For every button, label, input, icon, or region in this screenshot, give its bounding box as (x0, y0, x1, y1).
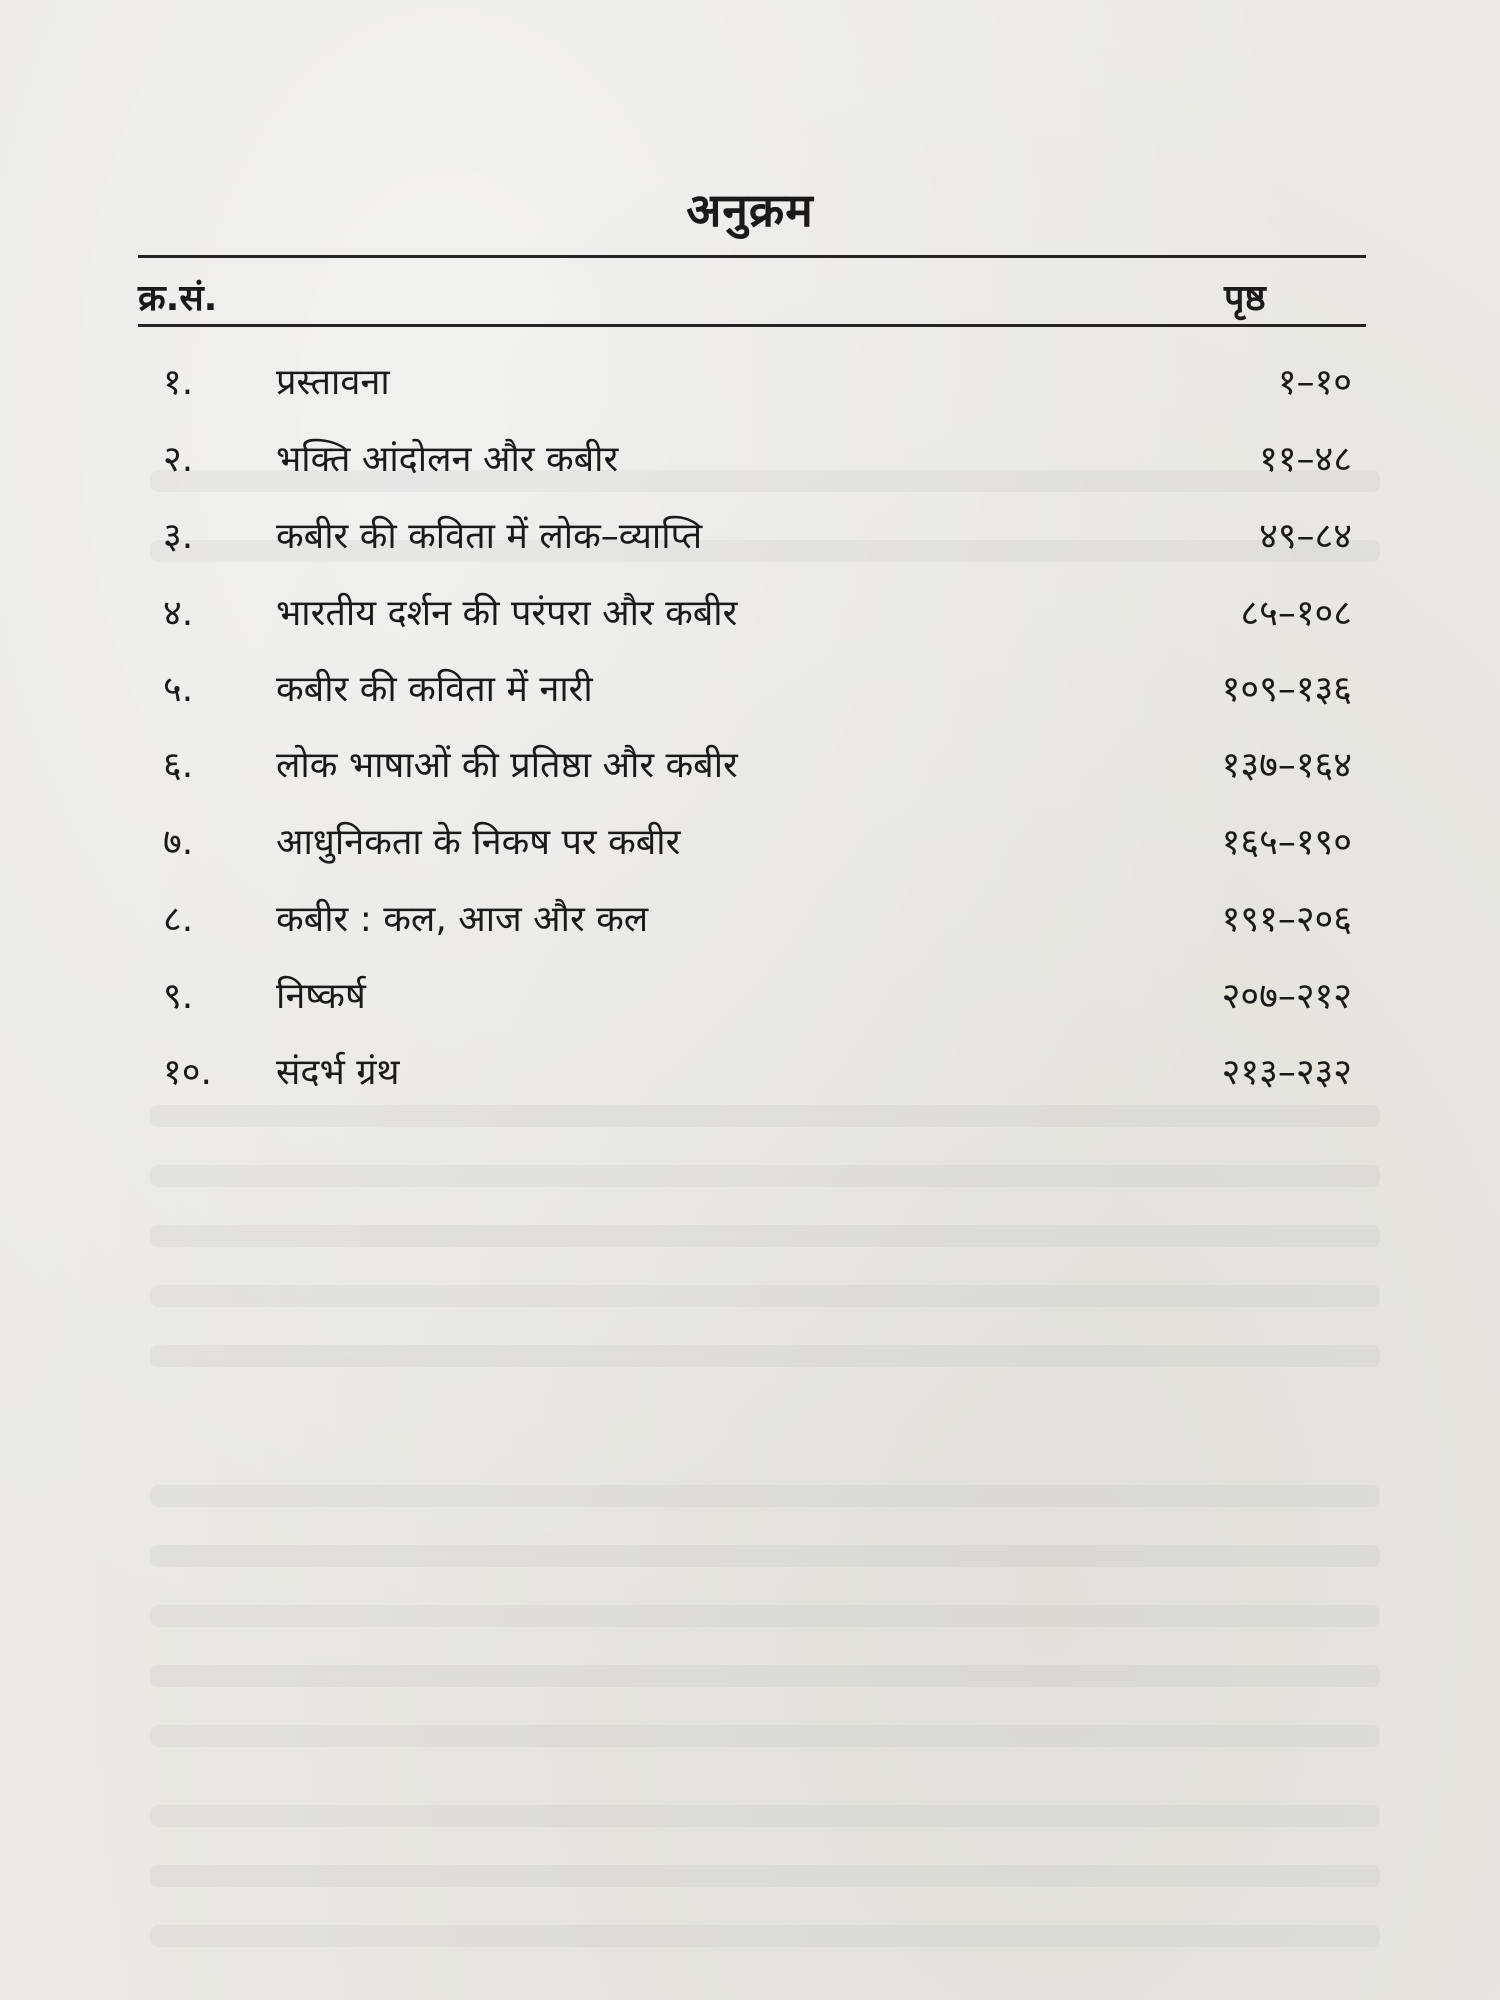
entry-number: ३. (163, 516, 194, 557)
entry-pages: २१३–२३२ (1221, 1052, 1352, 1093)
entry-number: ५. (163, 669, 194, 710)
top-rule (138, 255, 1366, 258)
header-rule (138, 324, 1366, 327)
entry-title: निष्कर्ष (276, 976, 366, 1017)
entry-number: ४. (163, 593, 194, 634)
bleed-through-line (150, 1865, 1380, 1887)
bleed-through-line (150, 1545, 1380, 1567)
entry-pages: ४९–८४ (1259, 516, 1352, 557)
bleed-through-line (150, 1725, 1380, 1747)
entry-title: आधुनिकता के निकष पर कबीर (276, 822, 681, 863)
bleed-through-line (150, 1105, 1380, 1127)
entry-number: १०. (163, 1052, 212, 1093)
entry-number: ७. (163, 822, 194, 863)
bleed-through-line (150, 1805, 1380, 1827)
bleed-through-line (150, 1345, 1380, 1367)
entry-pages: १६५–१९० (1221, 822, 1352, 863)
page-header: पृष्ठ (1224, 278, 1266, 319)
bleed-through-line (150, 1485, 1380, 1507)
entry-pages: ८५–१०८ (1240, 593, 1352, 634)
entry-number: ८. (163, 899, 194, 940)
toc-row[interactable] (0, 348, 1500, 408)
toc-row[interactable] (0, 502, 1500, 562)
toc-row[interactable] (0, 885, 1500, 945)
entry-number: ६. (163, 745, 194, 786)
entry-number: २. (163, 439, 194, 480)
entry-title: लोक भाषाओं की प्रतिष्ठा और कबीर (276, 745, 738, 786)
bleed-through-line (150, 1925, 1380, 1947)
entry-number: १. (163, 362, 194, 403)
entry-title: कबीर की कविता में नारी (276, 669, 593, 710)
toc-row[interactable] (0, 425, 1500, 485)
entry-pages: २०७–२१२ (1221, 976, 1352, 1017)
entry-title: प्रस्तावना (276, 362, 390, 403)
entry-pages: ११–४८ (1259, 439, 1352, 480)
entry-pages: १–१० (1277, 362, 1352, 403)
entry-title: भक्ति आंदोलन और कबीर (276, 439, 619, 480)
entry-title: कबीर : कल, आज और कल (276, 899, 649, 940)
toc-row[interactable] (0, 808, 1500, 868)
entry-pages: १९१–२०६ (1221, 899, 1352, 940)
entry-title: संदर्भ ग्रंथ (276, 1052, 400, 1093)
bleed-through-line (150, 1165, 1380, 1187)
serial-header: क्र.सं. (138, 278, 218, 319)
bleed-through-line (150, 1605, 1380, 1627)
entry-title: कबीर की कविता में लोक–व्याप्ति (276, 516, 703, 557)
entry-title: भारतीय दर्शन की परंपरा और कबीर (276, 593, 738, 634)
toc-row[interactable] (0, 655, 1500, 715)
bleed-through-line (150, 1665, 1380, 1687)
entry-number: ९. (163, 976, 194, 1017)
page-title: अनुक्रम (686, 183, 814, 237)
toc-row[interactable] (0, 731, 1500, 791)
toc-row[interactable] (0, 579, 1500, 639)
toc-row[interactable] (0, 1038, 1500, 1098)
bleed-through-line (150, 1225, 1380, 1247)
entry-pages: १०९–१३६ (1221, 669, 1352, 710)
toc-row[interactable] (0, 962, 1500, 1022)
entry-pages: १३७–१६४ (1221, 745, 1352, 786)
bleed-through-line (150, 1285, 1380, 1307)
